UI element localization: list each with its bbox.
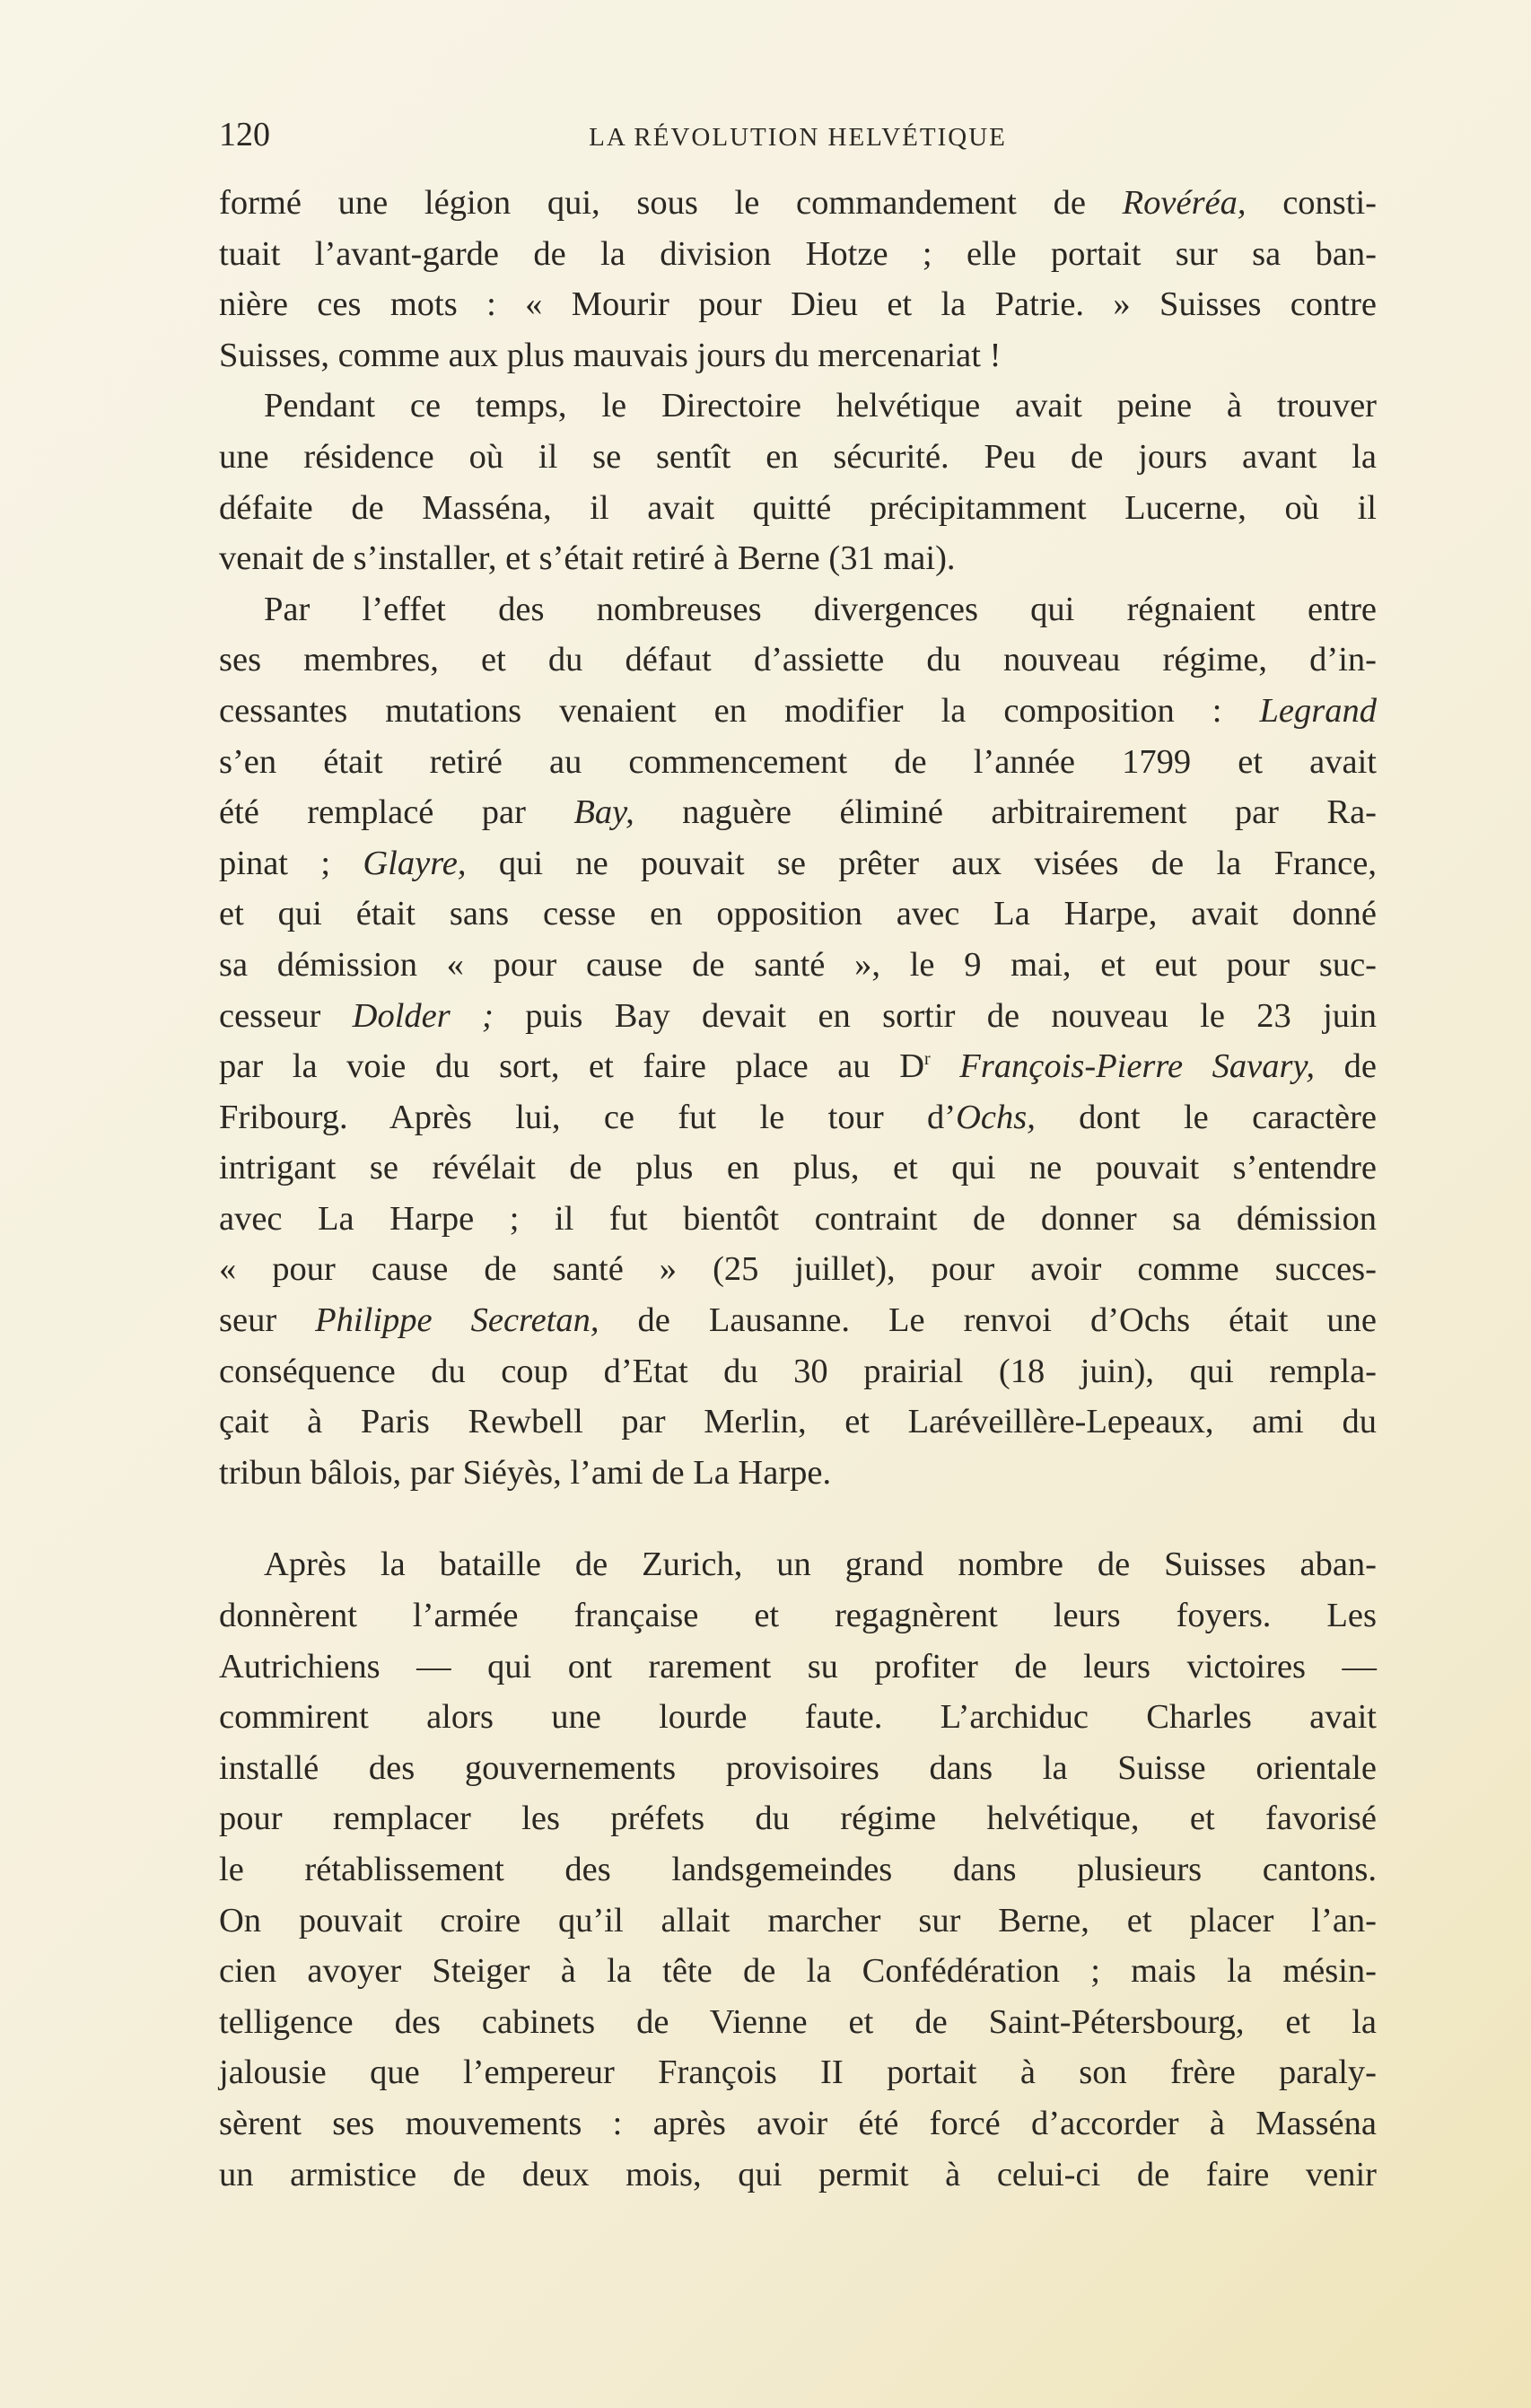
superscript-text: r xyxy=(924,1049,931,1070)
text-line: cien avoyer Steiger à la tête de la Confédération ; mais la mésin- xyxy=(219,1952,1377,1991)
paragraph xyxy=(219,584,1377,1499)
text-line: pinat ; Glayre, qui ne pouvait se prêter aux visées de la France, xyxy=(219,844,1377,882)
text-line: installé des gouvernements provisoires dans la Suisse orientale xyxy=(219,1748,1377,1787)
text-line: çait à Paris Rewbell par Merlin, et Laréveillère-Lepeaux, ami du xyxy=(219,1403,1377,1441)
italic-text: Rovéréa, xyxy=(1122,184,1247,222)
paragraph xyxy=(219,381,1377,583)
text-line: venait de s’installer, et s’était retiré à Berne (31 mai). xyxy=(219,539,956,578)
text-line: pour remplacer les préfets du régime helvétique, et favorisé xyxy=(219,1799,1377,1838)
text-line: par la voie du sort, et faire place au $D^r$ François-Pierre Savary, de xyxy=(219,1047,1377,1086)
text-line: Pendant ce temps, le Directoire helvétique avait peine à trouver xyxy=(264,387,1377,425)
running-title: LA RÉVOLUTION HELVÉTIQUE xyxy=(589,123,1007,152)
italic-text: Glayre, xyxy=(363,844,467,882)
text-line: été remplacé par Bay, naguère éliminé arbitrairement par Ra- xyxy=(219,793,1377,832)
italic-text: Bay, xyxy=(573,793,634,832)
text-line: et qui était sans cesse en opposition avec La Harpe, avait donné xyxy=(219,895,1377,933)
text-line: telligence des cabinets de Vienne et de Saint-Pétersbourg, et la xyxy=(219,2002,1377,2041)
text-line: formé une légion qui, sous le commandement de Rovéréa, consti- xyxy=(219,184,1377,222)
italic-text: Legrand xyxy=(1259,691,1377,730)
text-line: commirent alors une lourde faute. L’archiduc Charles avait xyxy=(219,1698,1377,1737)
text-line: On pouvait croire qu’il allait marcher sur Berne, et placer l’an- xyxy=(219,1901,1377,1940)
text-line: une résidence où il se sentît en sécurité. Peu de jours avant la xyxy=(219,437,1377,476)
text-line: seur Philippe Secretan, de Lausanne. Le renvoi d’Ochs était une xyxy=(219,1301,1377,1340)
paragraph xyxy=(219,178,1377,381)
text-line: sèrent ses mouvements : après avoir été forcé d’accorder à Masséna xyxy=(219,2104,1377,2142)
text-line: le rétablissement des landsgemeindes dans plusieurs cantons. xyxy=(219,1851,1377,1888)
text-line: jalousie que l’empereur François II portait à son frère paraly- xyxy=(219,2053,1377,2092)
text-line: Autrichiens — qui ont rarement su profiter de leurs victoires — xyxy=(219,1647,1377,1686)
section-break xyxy=(219,1498,1377,1539)
text-line: tuait l’avant-garde de la division Hotze ; elle portait sur sa ban- xyxy=(219,234,1377,273)
text-line: sa démission « pour cause de santé », le 9 mai, et eut pour suc- xyxy=(219,945,1377,984)
running-head xyxy=(219,108,1377,162)
italic-text: Ochs, xyxy=(956,1098,1036,1136)
text-line: Fribourg. Après lui, ce fut le tour d’Ochs, dont le caractère xyxy=(219,1098,1377,1136)
text-line: cesseur Dolder ; puis Bay devait en sortir de nouveau le 23 juin xyxy=(219,996,1377,1035)
text-line: ses membres, et du défaut d’assiette du nouveau régime, d’in- xyxy=(219,641,1377,679)
italic-text: Philippe Secretan, xyxy=(315,1301,599,1340)
text-line: défaite de Masséna, il avait quitté précipitamment Lucerne, où il xyxy=(219,488,1377,527)
text-line: avec La Harpe ; il fut bientôt contraint de donner sa démission xyxy=(219,1199,1377,1238)
text-line: Suisses, comme aux plus mauvais jours du mercenariat ! xyxy=(219,336,1002,374)
text-line: donnèrent l’armée française et regagnèrent leurs foyers. Les xyxy=(219,1597,1377,1635)
page-number: 120 xyxy=(219,116,270,153)
text-line: tribun bâlois, par Siéyès, l’ami de La Harpe. xyxy=(219,1453,832,1492)
text-line: nière ces mots : « Mourir pour Dieu et la Patrie. » Suisses contre xyxy=(219,285,1377,324)
text-line: s’en était retiré au commencement de l’année 1799 et avait xyxy=(219,742,1377,781)
text-line: intrigant se révélait de plus en plus, et qui ne pouvait s’entendre xyxy=(219,1149,1377,1187)
text-line: conséquence du coup d’Etat du 30 prairial (18 juin), qui rempla- xyxy=(219,1352,1377,1390)
text-line: cessantes mutations venaient en modifier la composition : Legrand xyxy=(219,691,1377,730)
text-line: Par l’effet des nombreuses divergences qui régnaient entre xyxy=(264,590,1377,628)
body-text xyxy=(219,178,1377,2200)
italic-text: Dolder ; xyxy=(352,996,494,1035)
paragraph xyxy=(219,1539,1377,2200)
book-page xyxy=(219,108,1377,2200)
text-line: « pour cause de santé » (25 juillet), pour avoir comme succes- xyxy=(219,1250,1377,1289)
text-line: Après la bataille de Zurich, un grand nombre de Suisses aban- xyxy=(264,1545,1377,1584)
italic-text: François-Pierre Savary, xyxy=(959,1047,1316,1086)
text-line: un armistice de deux mois, qui permit à celui-ci de faire venir xyxy=(219,2155,1377,2193)
